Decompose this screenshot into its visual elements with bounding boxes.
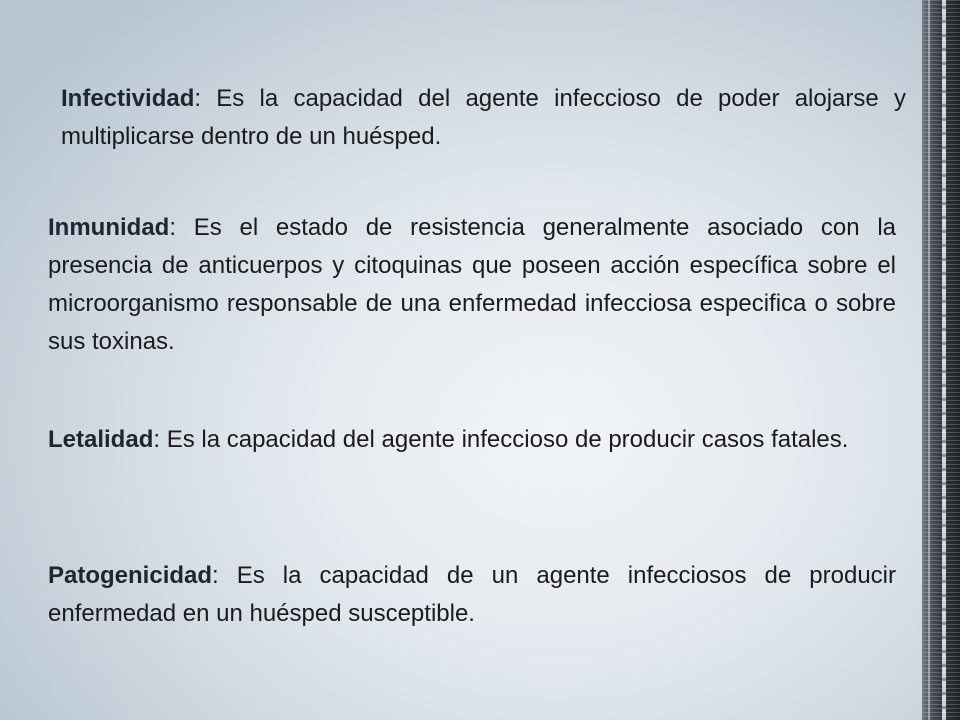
decorative-edge-line [928,0,930,720]
definition-text-patogenicidad: : Es la capacidad de un agente infecciosos de producir enfermedad en un huésped susceptible. [48,562,896,627]
definition-text-infectividad: : Es la capacidad del agente infeccioso de poder alojarse y multiplicarse dentro de un huésped. [61,85,906,150]
term-infectividad: Infectividad [61,85,195,112]
definition-infectividad [61,80,906,156]
definition-patogenicidad [48,557,896,633]
term-letalidad: Letalidad [48,426,154,453]
definition-text-letalidad: : Es la capacidad del agente infeccioso de producir casos fatales. [153,426,849,453]
term-inmunidad: Inmunidad [48,214,170,241]
definition-inmunidad [48,209,896,361]
definition-text-inmunidad: : Es el estado de resistencia generalmente asociado con la presencia de anticuerpos y citoquinas que poseen acción específica sobre el microorganismo responsable de una enfermedad infecciosa especifica o sobre sus toxinas. [48,214,896,355]
term-patogenicidad: Patogenicidad [48,562,213,589]
decorative-edge-highlight [942,0,946,720]
definition-letalidad [48,421,896,459]
